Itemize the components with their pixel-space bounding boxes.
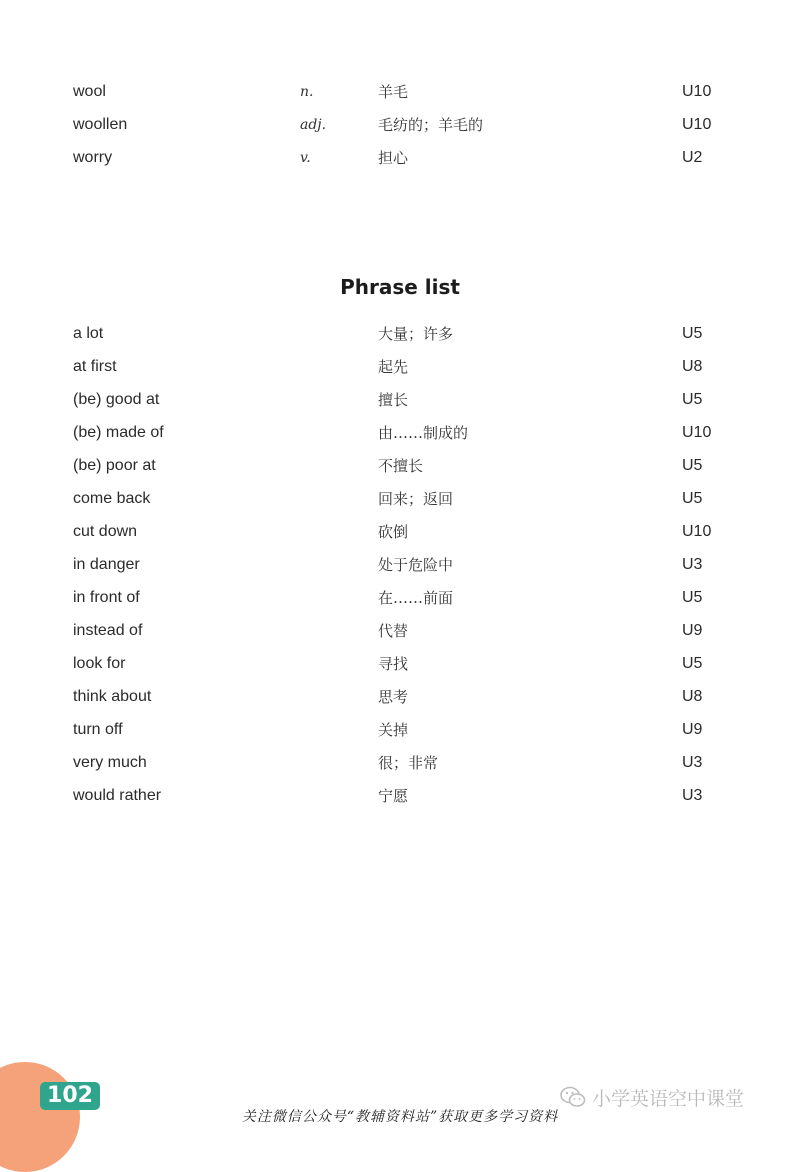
phrase-row <box>0 652 800 676</box>
phrase-list-heading: Phrase list <box>340 275 460 299</box>
phrase-unit: U5 <box>682 325 703 342</box>
phrase-unit: U3 <box>682 754 703 771</box>
phrase-unit: U9 <box>682 622 703 639</box>
phrase-unit: U5 <box>682 391 703 408</box>
phrase-text: (be) poor at <box>73 457 156 474</box>
watermark-text: 小学英语空中课堂 <box>592 1087 745 1110</box>
phrase-unit: U10 <box>682 523 712 540</box>
vocab-unit: U10 <box>682 116 712 133</box>
phrase-unit: U8 <box>682 688 703 705</box>
vocab-unit: U2 <box>682 149 703 166</box>
phrase-meaning: 在……前面 <box>378 589 454 607</box>
phrase-meaning: 代替 <box>378 622 409 640</box>
phrase-meaning: 由……制成的 <box>378 424 469 442</box>
phrase-meaning: 不擅长 <box>378 457 424 475</box>
phrase-row <box>0 553 800 577</box>
phrase-row <box>0 520 800 544</box>
vocab-row <box>0 80 800 104</box>
phrase-meaning: 寻找 <box>378 655 409 673</box>
phrase-unit: U5 <box>682 457 703 474</box>
phrase-meaning: 大量；许多 <box>378 325 454 343</box>
phrase-text: a lot <box>73 325 104 342</box>
vocab-row <box>0 146 800 170</box>
phrase-unit: U3 <box>682 556 703 573</box>
phrase-text: come back <box>73 490 151 507</box>
phrase-row <box>0 355 800 379</box>
phrase-meaning: 处于危险中 <box>378 556 454 574</box>
phrase-unit: U5 <box>682 655 703 672</box>
phrase-row <box>0 718 800 742</box>
phrase-row <box>0 751 800 775</box>
phrase-row <box>0 619 800 643</box>
vocab-word: woollen <box>73 116 128 133</box>
vocab-word: worry <box>73 149 113 166</box>
phrase-meaning: 宁愿 <box>378 787 409 805</box>
phrase-unit: U10 <box>682 424 712 441</box>
vocab-unit: U10 <box>682 83 712 100</box>
phrase-unit: U5 <box>682 589 703 606</box>
vocab-row <box>0 113 800 137</box>
phrase-text: at first <box>73 358 117 375</box>
phrase-meaning: 擅长 <box>378 391 409 409</box>
phrase-text: think about <box>73 688 152 705</box>
phrase-text: (be) good at <box>73 391 160 408</box>
vocab-word: wool <box>73 83 106 100</box>
phrase-row <box>0 388 800 412</box>
phrase-row <box>0 322 800 346</box>
phrase-meaning: 起先 <box>378 358 409 376</box>
phrase-text: would rather <box>73 787 162 804</box>
phrase-text: (be) made of <box>73 424 164 441</box>
phrase-text: in danger <box>73 556 140 573</box>
phrase-text: in front of <box>73 589 140 606</box>
wechat-icon <box>560 1086 586 1108</box>
phrase-text: turn off <box>73 721 123 738</box>
phrase-row <box>0 421 800 445</box>
phrase-text: cut down <box>73 523 138 540</box>
phrase-row <box>0 685 800 709</box>
phrase-meaning: 关掉 <box>378 721 409 739</box>
phrase-meaning: 砍倒 <box>378 523 409 541</box>
phrase-text: very much <box>73 754 147 771</box>
vocab-part-of-speech: n. <box>300 84 314 100</box>
vocab-part-of-speech: adj. <box>300 117 327 133</box>
vocab-part-of-speech: v. <box>300 150 311 166</box>
vocab-meaning: 担心 <box>378 149 409 167</box>
phrase-row <box>0 454 800 478</box>
phrase-row <box>0 487 800 511</box>
phrase-unit: U5 <box>682 490 703 507</box>
phrase-meaning: 回来；返回 <box>378 490 454 508</box>
vocab-meaning: 毛纺的；羊毛的 <box>378 116 484 134</box>
phrase-row <box>0 586 800 610</box>
footer-note: 关注微信公众号“教辅资料站”获取更多学习资料 <box>241 1109 559 1125</box>
phrase-meaning: 思考 <box>378 688 409 706</box>
phrase-row <box>0 784 800 808</box>
phrase-unit: U3 <box>682 787 703 804</box>
vocab-meaning: 羊毛 <box>378 83 409 101</box>
phrase-text: instead of <box>73 622 143 639</box>
phrase-meaning: 很；非常 <box>378 754 439 772</box>
phrase-text: look for <box>73 655 126 672</box>
phrase-unit: U9 <box>682 721 703 738</box>
phrase-unit: U8 <box>682 358 703 375</box>
page-number: 102 <box>40 1082 100 1110</box>
